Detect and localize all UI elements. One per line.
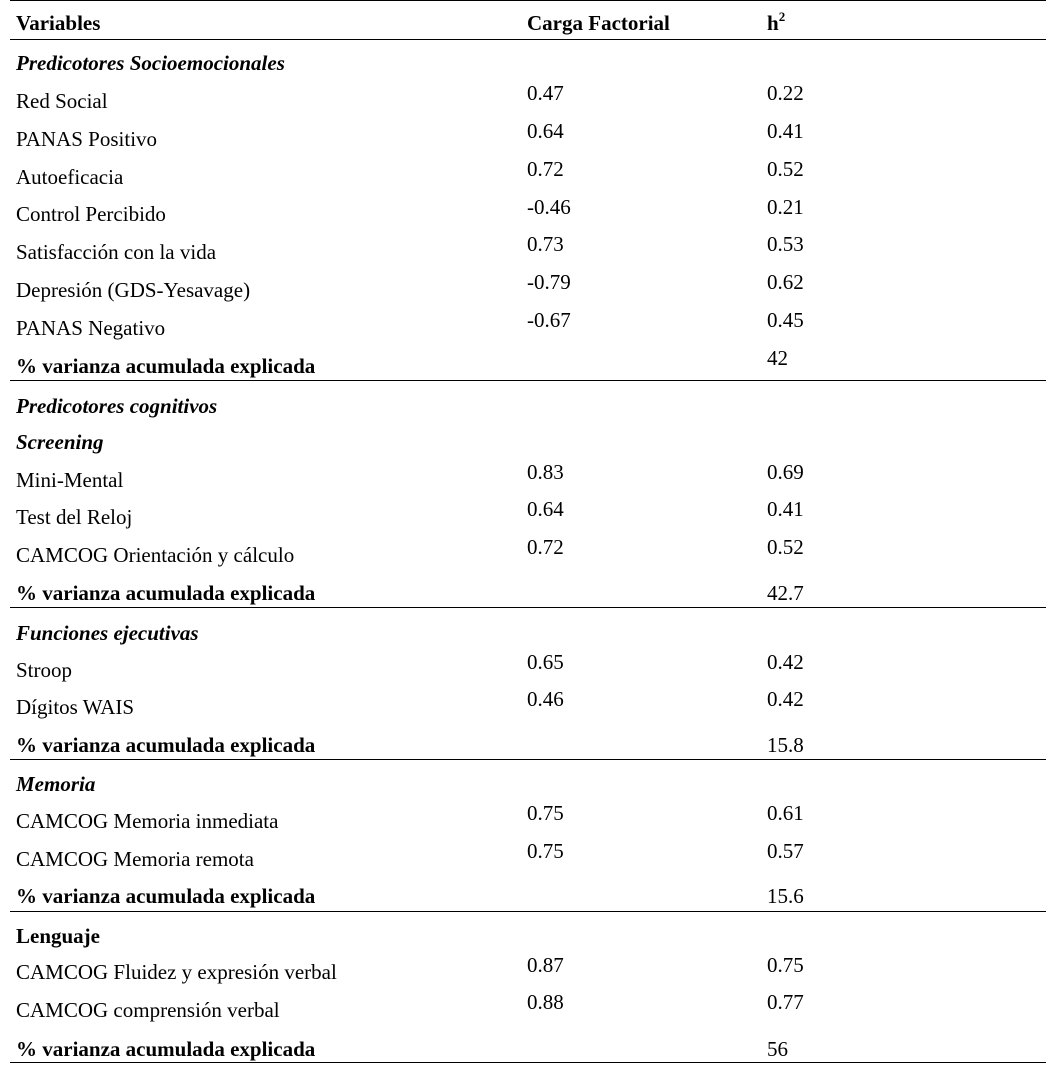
table-row bbox=[10, 497, 1046, 535]
group-title-row bbox=[10, 394, 1046, 432]
table-row bbox=[10, 270, 1046, 308]
section-title: Funciones ejecutivas bbox=[16, 621, 199, 645]
loading-value: 0.64 bbox=[527, 497, 564, 521]
table-row bbox=[10, 801, 1046, 839]
variance-row bbox=[10, 884, 1046, 922]
table-row bbox=[10, 839, 1046, 877]
variable-name: Test del Reloj bbox=[16, 505, 133, 529]
loading-value: 0.73 bbox=[527, 232, 564, 256]
h2-value: 0.62 bbox=[767, 270, 804, 294]
variance-row bbox=[10, 346, 1046, 384]
h2-value: 0.21 bbox=[767, 195, 804, 219]
variance-label: % varianza acumulada explicada bbox=[16, 354, 316, 378]
table-row bbox=[10, 535, 1046, 573]
variable-name: CAMCOG comprensión verbal bbox=[16, 998, 280, 1022]
table-row bbox=[10, 81, 1046, 119]
header-h2: $h^2$ bbox=[767, 9, 786, 35]
variable-name: CAMCOG Memoria inmediata bbox=[16, 809, 279, 833]
variance-value: 42 bbox=[767, 346, 788, 370]
variable-name: CAMCOG Orientación y cálculo bbox=[16, 543, 295, 567]
table-row bbox=[10, 687, 1046, 725]
section-rule bbox=[10, 380, 1046, 381]
h2-value: 0.45 bbox=[767, 308, 804, 332]
table-row bbox=[10, 460, 1046, 498]
h2-value: 0.57 bbox=[767, 839, 804, 863]
variable-name: Autoeficacia bbox=[16, 165, 124, 189]
variable-name: Red Social bbox=[16, 89, 108, 113]
section-rule bbox=[10, 759, 1046, 760]
h2-value: 0.42 bbox=[767, 650, 804, 674]
variance-row bbox=[10, 1037, 1046, 1075]
section-rule bbox=[10, 911, 1046, 912]
top-rule bbox=[10, 0, 1046, 1]
loading-value: -0.46 bbox=[527, 195, 571, 219]
loading-value: 0.47 bbox=[527, 81, 564, 105]
variable-name: Stroop bbox=[16, 658, 73, 682]
loading-value: 0.75 bbox=[527, 839, 564, 863]
table-row bbox=[10, 990, 1046, 1028]
variance-value: 42.7 bbox=[767, 581, 804, 605]
section-title: Lenguaje bbox=[16, 924, 100, 948]
loading-value: 0.88 bbox=[527, 990, 564, 1014]
variable-name: CAMCOG Memoria remota bbox=[16, 847, 254, 871]
table-row bbox=[10, 953, 1046, 991]
h2-value: 0.22 bbox=[767, 81, 804, 105]
variance-value: 15.6 bbox=[767, 884, 804, 908]
variance-label: % varianza acumulada explicada bbox=[16, 581, 316, 605]
header-row bbox=[10, 11, 1046, 49]
variance-value: 15.8 bbox=[767, 733, 804, 757]
table-row bbox=[10, 157, 1046, 195]
variance-value: 56 bbox=[767, 1037, 788, 1061]
h2-value: 0.53 bbox=[767, 232, 804, 256]
loading-value: 0.65 bbox=[527, 650, 564, 674]
bottom-rule bbox=[10, 1062, 1046, 1063]
loading-value: 0.75 bbox=[527, 801, 564, 825]
variable-name: CAMCOG Fluidez y expresión verbal bbox=[16, 960, 337, 984]
loading-value: -0.67 bbox=[527, 308, 571, 332]
table-row bbox=[10, 650, 1046, 688]
h2-value: 0.42 bbox=[767, 687, 804, 711]
loading-value: 0.83 bbox=[527, 460, 564, 484]
loading-value: 0.64 bbox=[527, 119, 564, 143]
variance-label: % varianza acumulada explicada bbox=[16, 884, 316, 908]
loading-value: 0.87 bbox=[527, 953, 564, 977]
section-rule bbox=[10, 607, 1046, 608]
section-title: Screening bbox=[16, 430, 104, 454]
h2-value: 0.41 bbox=[767, 119, 804, 143]
variable-name: Depresión (GDS-Yesavage) bbox=[16, 278, 251, 302]
header-variables: Variables bbox=[16, 11, 101, 35]
variance-label: % varianza acumulada explicada bbox=[16, 733, 316, 757]
variance-row bbox=[10, 581, 1046, 619]
h2-value: 0.52 bbox=[767, 535, 804, 559]
h2-value: 0.69 bbox=[767, 460, 804, 484]
loading-value: 0.46 bbox=[527, 687, 564, 711]
section-title: Predicotores Socioemocionales bbox=[16, 51, 285, 75]
variable-name: Control Percibido bbox=[16, 202, 166, 226]
variable-name: Dígitos WAIS bbox=[16, 695, 135, 719]
h2-value: 0.61 bbox=[767, 801, 804, 825]
h2-value: 0.52 bbox=[767, 157, 804, 181]
table-row bbox=[10, 232, 1046, 270]
table-row bbox=[10, 308, 1046, 346]
section-title: Memoria bbox=[16, 772, 96, 796]
table-row bbox=[10, 119, 1046, 157]
variable-name: PANAS Negativo bbox=[16, 316, 166, 340]
group-title: Predicotores cognitivos bbox=[16, 394, 218, 418]
loading-value: -0.79 bbox=[527, 270, 571, 294]
h2-value: 0.75 bbox=[767, 953, 804, 977]
h2-value: 0.41 bbox=[767, 497, 804, 521]
header-rule bbox=[10, 39, 1046, 40]
loading-value: 0.72 bbox=[527, 535, 564, 559]
variance-row bbox=[10, 733, 1046, 771]
variable-name: Mini-Mental bbox=[16, 468, 124, 492]
header-loading: Carga Factorial bbox=[527, 11, 670, 35]
table-row bbox=[10, 195, 1046, 233]
variable-name: Satisfacción con la vida bbox=[16, 240, 217, 264]
h2-value: 0.77 bbox=[767, 990, 804, 1014]
variance-label: % varianza acumulada explicada bbox=[16, 1037, 316, 1061]
loading-value: 0.72 bbox=[527, 157, 564, 181]
variable-name: PANAS Positivo bbox=[16, 127, 158, 151]
